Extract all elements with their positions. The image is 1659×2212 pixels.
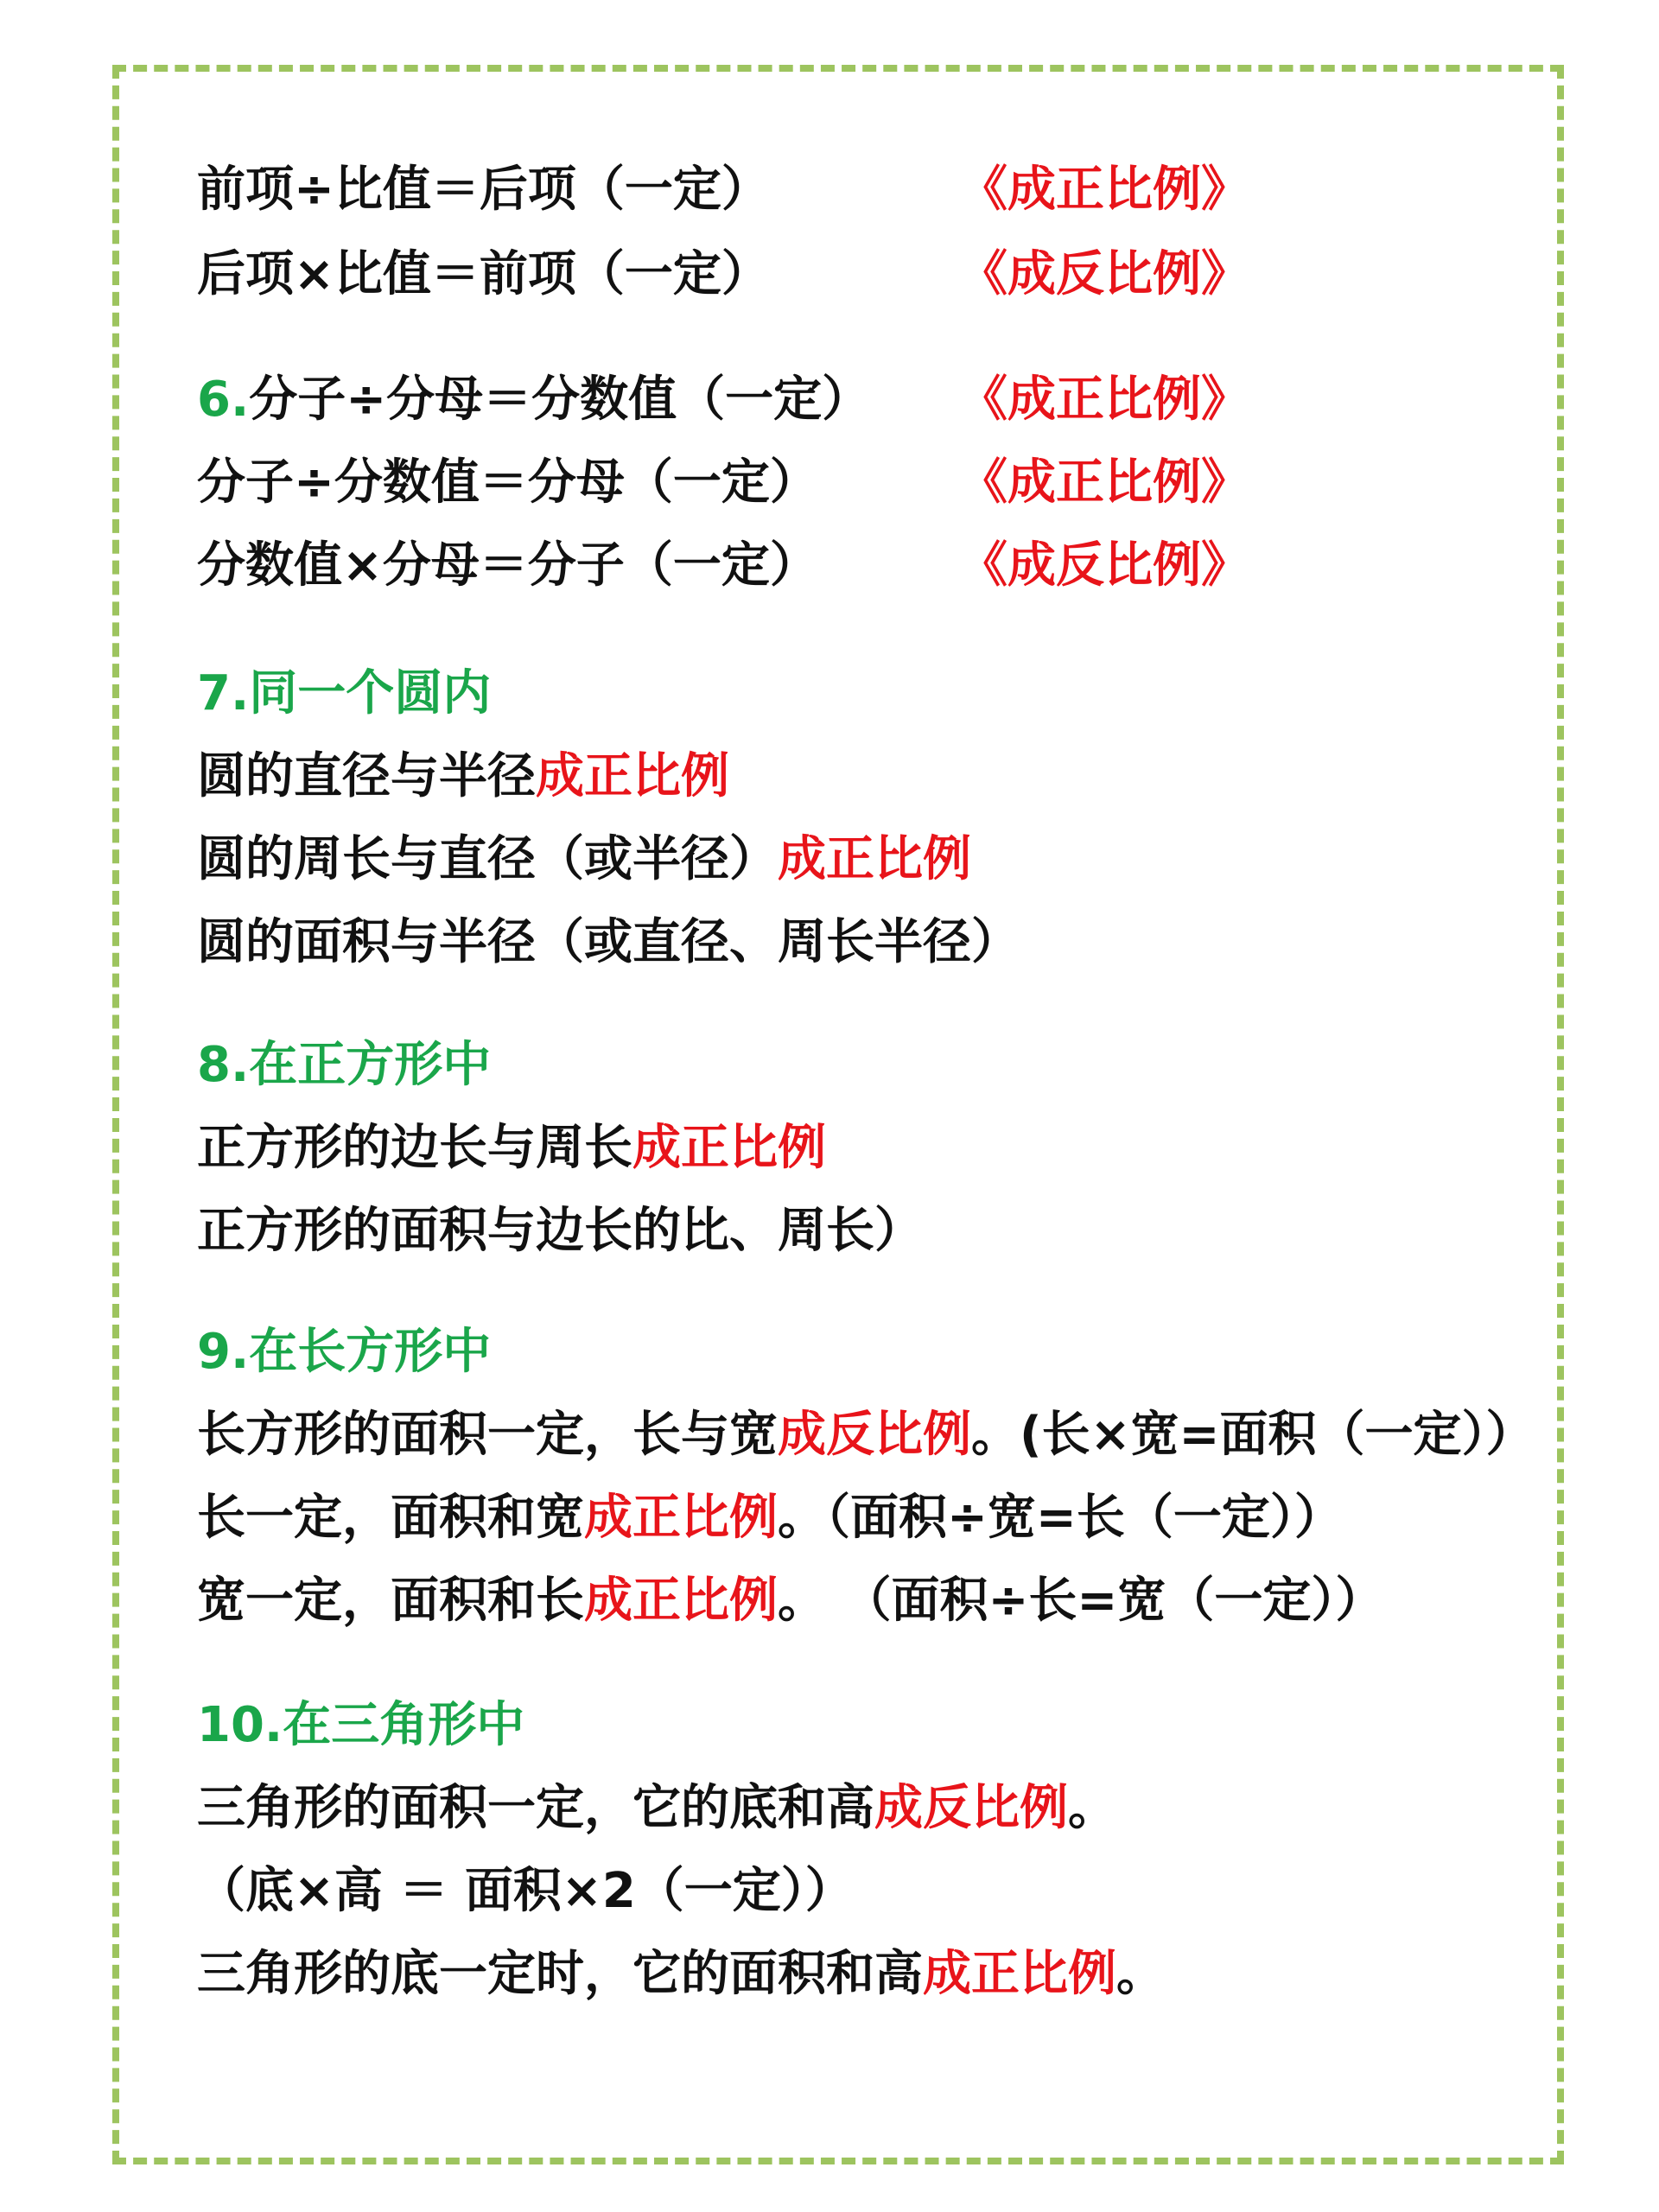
- statement-text: 三角形的底一定时，它的面积和高: [197, 1946, 923, 2002]
- formula-row: [197, 245, 770, 305]
- formula-text: 后项×比值＝前项（一定）: [197, 246, 770, 302]
- section-heading: 10.在三角形中: [197, 1697, 525, 1753]
- proportion-label: 《成正比例》: [959, 454, 1249, 511]
- statement-text: 宽一定，面积和长: [197, 1573, 584, 1629]
- statement-text: 三角形的面积一定，它的底和高: [197, 1780, 874, 1836]
- section-heading: 8.在正方形中: [197, 1037, 492, 1093]
- statement-line: [197, 912, 1020, 973]
- highlight-text: 成反比例: [778, 1407, 971, 1463]
- statement-text: 长方形的面积一定，长与宽: [197, 1407, 778, 1463]
- formula-row: [197, 536, 818, 596]
- statement-text: 圆的面积与半径（或直径、周长半径）: [197, 914, 1020, 970]
- statement-tail: 。: [1068, 1780, 1116, 1836]
- statement-text: 长一定，面积和宽: [197, 1490, 584, 1546]
- proportion-label: 《成反比例》: [959, 246, 1249, 302]
- formula-row: [197, 370, 870, 430]
- statement-tail: 。 （面积÷长=宽（一定））: [778, 1573, 1384, 1629]
- statement-line: [197, 1944, 1165, 2005]
- highlight-text: 成反比例: [874, 1780, 1068, 1836]
- statement-text: 正方形的面积与边长的比、周长）: [197, 1203, 923, 1259]
- statement-tail: 。: [1116, 1946, 1165, 2002]
- statement-line: [197, 1861, 854, 1922]
- formula-text: 分子÷分母＝分数值（一定）: [249, 372, 871, 428]
- highlight-text: 成正比例: [584, 1573, 778, 1629]
- proportion-label: 《成反比例》: [959, 537, 1249, 594]
- statement-tail: 。（面积÷宽=长（一定））: [778, 1490, 1343, 1546]
- statement-text: 正方形的边长与周长: [197, 1120, 632, 1176]
- statement-text: （底×高 ＝ 面积×2（一定））: [197, 1863, 854, 1919]
- statement-line: [197, 1118, 826, 1179]
- section-heading: 7.同一个圆内: [197, 665, 492, 721]
- item-number: 6.: [197, 372, 250, 428]
- statement-text: 圆的直径与半径: [197, 748, 536, 804]
- highlight-text: 成正比例: [778, 831, 971, 887]
- formula-text: 分子÷分数值＝分母（一定）: [197, 454, 818, 511]
- statement-line: [197, 1405, 1534, 1465]
- formula-row: [197, 453, 818, 513]
- formula-row: [197, 160, 770, 220]
- formula-text: 前项÷比值＝后项（一定）: [197, 162, 770, 218]
- highlight-text: 成正比例: [632, 1120, 826, 1176]
- formula-text: 分数值×分母＝分子（一定）: [197, 537, 818, 594]
- statement-line: [197, 1201, 923, 1262]
- statement-text: 圆的周长与直径（或半径）: [197, 831, 778, 887]
- highlight-text: 成正比例: [584, 1490, 778, 1546]
- section-heading: 9.在长方形中: [197, 1324, 492, 1380]
- statement-line: [197, 1571, 1383, 1631]
- proportion-label: 《成正比例》: [959, 162, 1249, 218]
- statement-line: [197, 747, 729, 807]
- highlight-text: 成正比例: [536, 748, 729, 804]
- statement-line: [197, 830, 971, 890]
- proportion-label: 《成正比例》: [959, 372, 1249, 428]
- statement-tail: 。(长×宽=面积（一定））: [971, 1407, 1535, 1463]
- statement-line: [197, 1488, 1343, 1548]
- statement-line: [197, 1778, 1116, 1839]
- highlight-text: 成正比例: [923, 1946, 1116, 2002]
